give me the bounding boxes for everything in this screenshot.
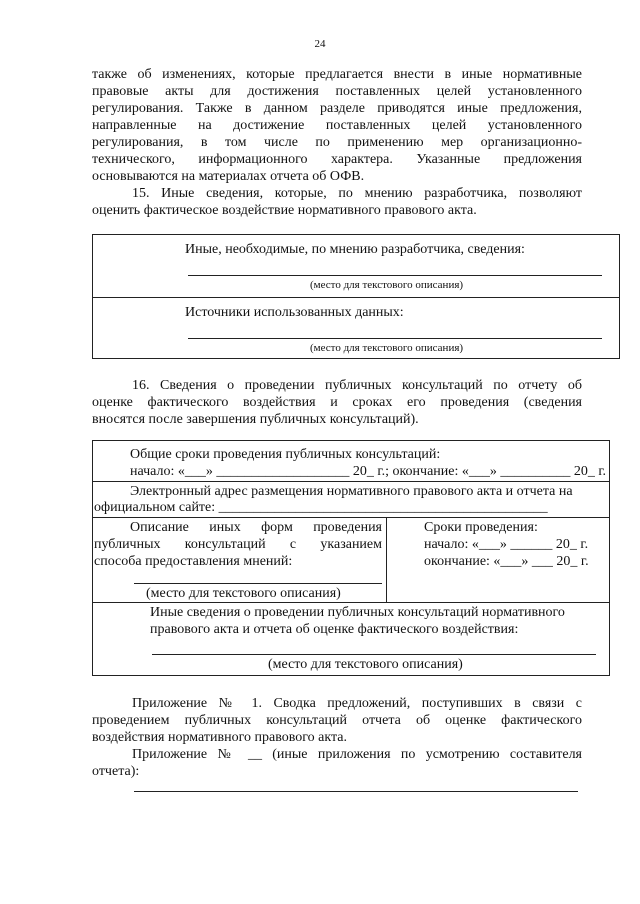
text-input-line xyxy=(188,275,602,276)
section-16-line: 16. Сведения о проведении публичных консультаций по отчету об xyxy=(132,378,582,393)
intro-line: также об изменениях, которые предлагается внести в иные нормативные xyxy=(92,67,582,82)
address-line: официальном сайте: _______________________________________________ xyxy=(94,500,548,515)
text-fragment: публичных xyxy=(94,537,161,552)
placeholder-caption: (место для текстового описания) xyxy=(268,657,463,672)
appendix-line: Приложение № __ (иные приложения по усмотрению составителя xyxy=(132,747,582,762)
address-line: Электронный адрес размещения нормативного правового акта и отчета на xyxy=(130,484,573,499)
other-forms-line xyxy=(130,520,382,536)
table-divider xyxy=(92,602,610,603)
section-15-line: оценить фактическое воздействие нормативного правового акта. xyxy=(92,203,477,218)
intro-line: технического, информационного характера. Указанные предложения xyxy=(92,152,582,167)
text-fragment: Описание xyxy=(130,520,189,535)
other-consultation-info: правового акта и отчета об оценке фактического воздействия: xyxy=(150,622,519,637)
intro-line: регулирования. Также в данном разделе приводятся иные предложения, xyxy=(92,101,582,116)
text-fragment: консультаций xyxy=(184,537,266,552)
section-15-paragraph xyxy=(92,185,582,219)
text-fragment: с xyxy=(289,537,297,552)
other-info-title: Иные, необходимые, по мнению разработчика, сведения: xyxy=(185,242,525,257)
section-16-paragraph xyxy=(92,377,582,428)
text-fragment: форм xyxy=(261,520,293,535)
periods-end: окончание: «___» ___ 20_ г. xyxy=(424,554,589,569)
text-input-line xyxy=(152,654,596,655)
text-fragment: иных xyxy=(209,520,241,535)
periods-title: Сроки проведения: xyxy=(424,520,538,535)
section-16-line: вносятся после завершения публичных консультаций). xyxy=(92,412,419,427)
periods-start: начало: «___» ______ 20_ г. xyxy=(424,537,589,552)
other-forms-line xyxy=(94,537,382,553)
table-divider xyxy=(92,517,610,518)
text-input-line xyxy=(188,338,602,339)
appendix-line: проведением публичных консультаций отчета об оценке фактического xyxy=(92,713,582,728)
section-15-line: 15. Иные сведения, которые, по мнению разработчика, позволяют xyxy=(132,186,582,201)
placeholder-caption: (место для текстового описания) xyxy=(310,279,464,291)
page-number: 24 xyxy=(314,38,326,50)
intro-line: регулирования, в том числе по применению мер организационно- xyxy=(92,135,582,150)
text-fragment: указанием xyxy=(320,537,382,552)
intro-line: направленные на достижение поставленных целей установленного xyxy=(92,118,582,133)
other-forms-line: способа предоставления мнений: xyxy=(94,554,293,569)
other-consultation-info: Иные сведения о проведении публичных консультаций нормативного xyxy=(150,605,565,620)
table-divider xyxy=(92,297,620,298)
table-column-divider xyxy=(386,517,387,602)
appendix-line: отчета): xyxy=(92,764,140,779)
placeholder-caption: (место для текстового описания) xyxy=(310,342,464,354)
table-divider xyxy=(92,481,610,482)
intro-line: основываются на материалах отчета об ОФВ. xyxy=(92,169,365,184)
consultation-terms-title: Общие сроки проведения публичных консультаций: xyxy=(130,447,441,462)
text-input-line xyxy=(134,791,578,792)
intro-paragraph xyxy=(92,66,582,185)
appendix-2-paragraph xyxy=(92,746,582,780)
placeholder-caption: (место для текстового описания) xyxy=(146,586,341,601)
appendix-line: воздействия нормативного правового акта. xyxy=(92,730,347,745)
appendix-line: Приложение № 1. Сводка предложений, поступивших в связи с xyxy=(132,696,582,711)
sources-title: Источники использованных данных: xyxy=(185,305,404,320)
section-16-line: оценке фактического воздействия и сроках его проведения (сведения xyxy=(92,395,582,410)
text-fragment: проведения xyxy=(313,520,382,535)
intro-line: правовые акты для достижения поставленных целей установленного xyxy=(92,84,582,99)
text-input-line xyxy=(134,583,382,584)
consultation-terms-dates: начало: «___» ___________________ 20_ г.; окончание: «___» __________ 20_ г. xyxy=(130,464,607,479)
appendix-1-paragraph xyxy=(92,695,582,746)
